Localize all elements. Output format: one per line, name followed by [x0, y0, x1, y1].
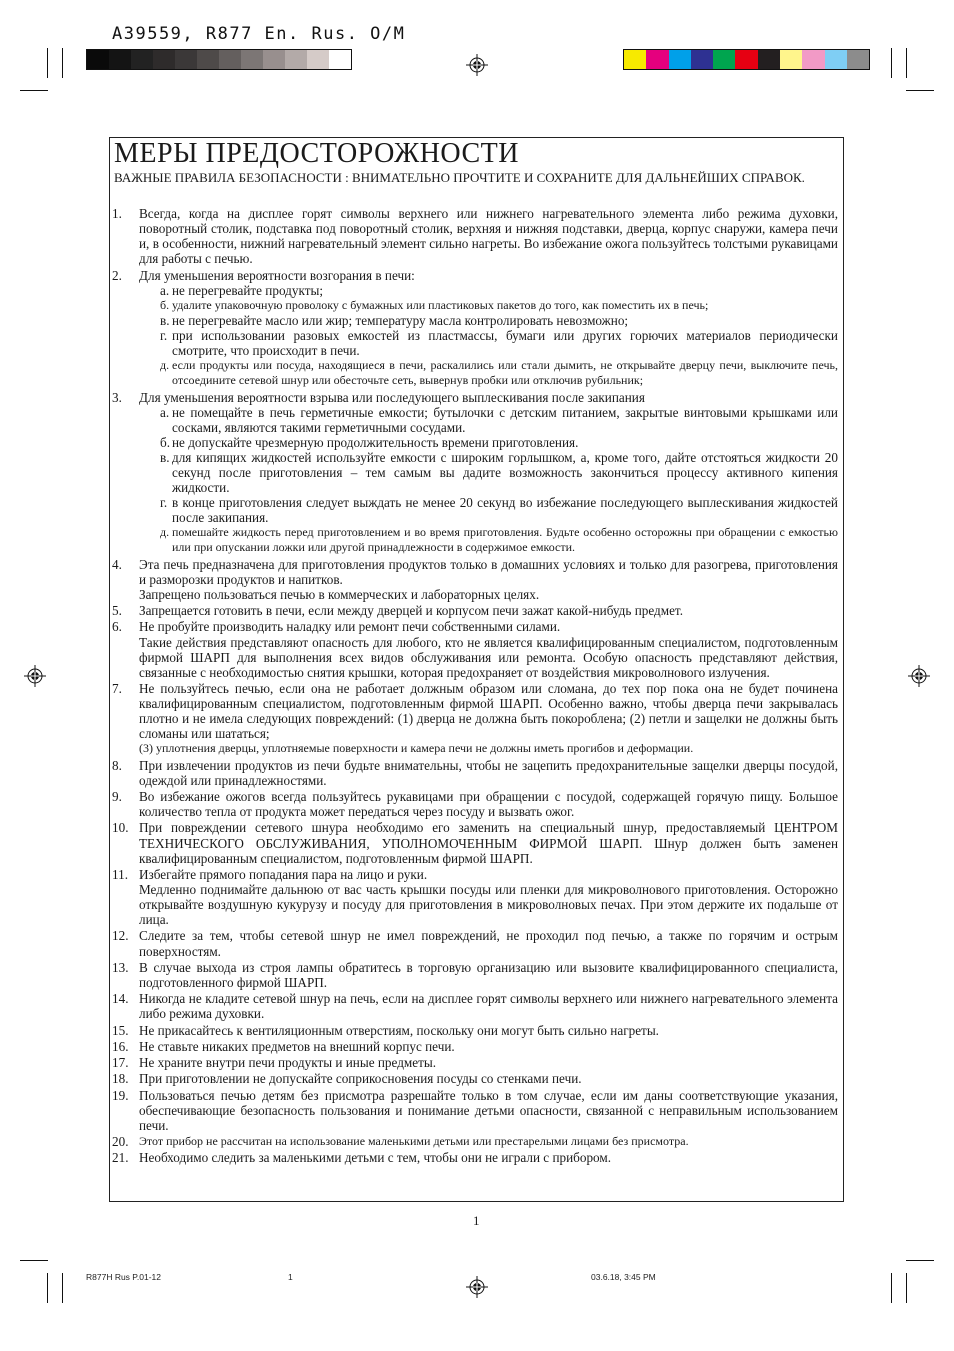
sub-item-text: помешайте жидкость перед приготовлением и во время приготовления. Будьте особенно осторожны при обращении с емкостью или при опускании ложки или другой принадлежности в содержимое емкости.	[172, 525, 838, 555]
job-title: A39559, R877 En. Rus. O/M	[112, 24, 406, 44]
sub-item-text: в конце приготовления следует выждать не менее 20 секунд во избежание последующего выплескивания жидкостей после закипания.	[172, 495, 838, 526]
color-swatch	[735, 50, 757, 69]
sub-item-letter: г.	[160, 327, 168, 343]
grayscale-calibration-bar	[86, 49, 352, 70]
sub-item	[139, 405, 838, 435]
item-body	[139, 1088, 838, 1133]
footer-file: R877H Rus P.01-12	[86, 1272, 161, 1282]
item-text: В случае выхода из строя лампы обратитесь в торговую организацию или вызовите квалифицированного специалиста, подготовленного фирмой ШАРП.	[139, 959, 838, 990]
color-swatch	[713, 50, 735, 69]
list-item	[112, 619, 838, 679]
color-swatch	[780, 50, 802, 69]
list-item	[112, 867, 838, 927]
sub-item-text: не помещайте в печь герметичные емкости; бутылочки с детским питанием, закрытые винтовыми крышками или сосками, являются такими герметичными сосудами.	[172, 404, 838, 435]
item-number: 18.	[112, 1071, 129, 1087]
gray-swatch	[109, 50, 131, 69]
item-body	[139, 928, 838, 958]
color-swatch	[646, 50, 668, 69]
color-swatch	[669, 50, 691, 69]
crop-mark	[47, 48, 48, 78]
page-number: 1	[473, 1213, 480, 1228]
gray-swatch	[131, 50, 153, 69]
item-number: 15.	[112, 1022, 129, 1038]
item-body	[139, 1023, 838, 1038]
item-text: Необходимо следить за маленькими детьми с тем, чтобы они не играли с прибором.	[139, 1150, 612, 1166]
gray-swatch	[285, 50, 307, 69]
item-number: 9.	[112, 789, 122, 805]
sub-item-letter: в.	[160, 449, 170, 465]
color-swatch	[847, 50, 869, 69]
item-text: Эта печь предназначена для приготовления продуктов только в домашних условиях и только для разогрева, приготовления и разморозки продуктов и напитков.	[139, 556, 838, 587]
footer-timestamp: 03.6.18, 3:45 PM	[591, 1272, 656, 1282]
item-number: 12.	[112, 928, 129, 944]
item-number: 10.	[112, 820, 129, 836]
registration-mark-icon	[24, 665, 46, 687]
footer-page: 1	[288, 1272, 293, 1282]
sub-item-letter: д.	[160, 358, 170, 373]
item-body	[139, 820, 838, 865]
sub-item-text: если продукты или посуда, находящиеся в печи, раскалились или стали дымить, не открывайте дверцу печи, выключите печь, отсоедините сетевой шнур или обесточьте сеть, вывернув пробки или отключив рубильник;	[172, 358, 838, 388]
sub-item	[139, 450, 838, 495]
item-body	[139, 681, 838, 756]
crop-mark	[906, 48, 907, 78]
item-text: Для уменьшения вероятности возгорания в печи:	[139, 267, 415, 283]
item-body	[139, 1055, 838, 1070]
item-number: 14.	[112, 991, 129, 1007]
sub-item-text: не перегревайте масло или жир; температуру масла контролировать невозможно;	[172, 312, 629, 328]
item-extra-text: Медленно поднимайте дальнюю от вас часть крышки посуды или пленки для микроволнового приготовления. Осторожно открывайте воздушную кукурузу и посуду для приготовления в микроволновых печах. При этом держите их подальше от лица.	[139, 882, 838, 928]
list-item	[112, 928, 838, 958]
crop-mark	[62, 48, 63, 78]
color-calibration-bar	[623, 49, 870, 70]
crop-mark	[47, 1273, 48, 1303]
item-number: 19.	[112, 1087, 129, 1103]
crop-mark	[906, 90, 934, 91]
item-text: Всегда, когда на дисплее горят символы верхнего или нижнего нагревательного элемента либо режима духовки, поворотный столик, подставка под поворотный столик, верхняя и нижняя подставки, дверца, корпус снаружи, камера печи и, в особенности, нижний нагревательный элемент сильно нагреты. Во избежание ожога пользуйтесь толстыми рукавицами для работы с печью.	[139, 206, 838, 267]
precautions-list	[112, 206, 838, 1167]
item-body	[139, 758, 838, 788]
gray-swatch	[329, 50, 351, 69]
sub-item-letter: б.	[160, 297, 170, 312]
list-item	[112, 820, 838, 865]
item-number: 20.	[112, 1134, 129, 1150]
list-item	[112, 960, 838, 990]
sub-item	[139, 298, 838, 313]
crop-mark	[906, 1273, 907, 1303]
list-item	[112, 268, 838, 389]
item-number: 16.	[112, 1038, 129, 1054]
item-text: При приготовлении не допускайте соприкосновения посуды со стенками печи.	[139, 1071, 582, 1087]
item-body	[139, 557, 838, 602]
sub-item	[139, 313, 838, 328]
sub-item-text: удалите упаковочную проволоку с бумажных или пластиковых пакетов до того, как поместить их в печь;	[172, 297, 709, 312]
item-text: При извлечении продуктов из печи будьте внимательны, чтобы не зацепить предохранительные защелки дверцы посудой, одеждой или принадлежностями.	[139, 757, 838, 788]
list-item	[112, 1039, 838, 1054]
list-item	[112, 390, 838, 556]
item-body	[139, 619, 838, 679]
gray-swatch	[175, 50, 197, 69]
item-number: 4.	[112, 556, 122, 572]
item-extra-text: (3) уплотнения дверцы, уплотняемые поверхности и камера печи не должны иметь прогибов и деформации.	[139, 741, 694, 756]
item-extra-text: Запрещено пользоваться печью в коммерческих и лабораторных целях.	[139, 586, 540, 602]
color-swatch	[624, 50, 646, 69]
list-item	[112, 991, 838, 1021]
list-item	[112, 681, 838, 756]
list-item	[112, 557, 838, 602]
crop-mark	[891, 48, 892, 78]
item-body	[139, 991, 838, 1021]
item-text: Пользоваться печью детям без присмотра разрешайте только в том случае, если им даны соответствующие указания, обеспечивающие безопасность пользования и понимание детьми опасности, связанной с неправильным использованием печи.	[139, 1087, 838, 1133]
item-text: Никогда не кладите сетевой шнур на печь, если на дисплее горят символы верхнего или нижнего нагревательного элемента либо режима духовки.	[139, 991, 838, 1022]
color-swatch	[825, 50, 847, 69]
sub-item-text: для кипящих жидкостей используйте емкости с широким горлышком, а, кроме того, дайте отстояться жидкости 20 секунд после приготовления – тем самым вы дадите возможность закончиться процессу активного кипения жидкости.	[172, 449, 838, 496]
subtitle: ВАЖНЫЕ ПРАВИЛА БЕЗОПАСНОСТИ : ВНИМАТЕЛЬНО ПРОЧТИТЕ И СОХРАНИТЕ ДЛЯ ДАЛЬНЕЙШИХ СПРАВОК.	[114, 170, 805, 185]
item-number: 13.	[112, 959, 129, 975]
list-item	[112, 603, 838, 618]
crop-mark	[20, 90, 48, 91]
gray-swatch	[197, 50, 219, 69]
item-body	[139, 867, 838, 927]
sub-item-letter: a.	[160, 282, 170, 298]
item-text: Не пользуйтесь печью, если она не работает должным образом или сломана, до тех пор пока она не будет починена квалифицированным специалистом, подготовленным фирмой ШАРП. Особенно важно, чтобы дверца печи закрывалась плотно и не имела следующих повреждений: (1) дверца не должна быть покороблена; (2) петли и защелки не должны быть сломаны или шататься;	[139, 681, 838, 742]
item-body	[139, 1134, 838, 1149]
item-body	[139, 789, 838, 819]
item-text: Избегайте прямого попадания пара на лицо и руки.	[139, 866, 428, 882]
registration-mark-icon	[908, 665, 930, 687]
item-body	[139, 390, 838, 556]
item-number: 6.	[112, 619, 122, 635]
list-item	[112, 1088, 838, 1133]
gray-swatch	[263, 50, 285, 69]
gray-swatch	[307, 50, 329, 69]
item-number: 11.	[112, 866, 128, 882]
registration-mark-icon	[466, 54, 488, 76]
item-body	[139, 206, 838, 266]
item-body	[139, 268, 838, 389]
registration-mark-icon	[466, 1276, 488, 1298]
item-text: Во избежание ожогов всегда пользуйтесь рукавицами при обращении с посудой, содержащей горячую пищу. Большое количество тепла от продукта может передаться через посуду и вызвать ожог.	[139, 789, 838, 820]
gray-swatch	[87, 50, 109, 69]
sub-item	[139, 435, 838, 450]
list-item	[112, 789, 838, 819]
item-body	[139, 603, 838, 618]
item-text: Следите за тем, чтобы сетевой шнур не имел повреждений, не проходил под печью, а также по горячим и острым поверхностям.	[139, 928, 838, 959]
sub-item	[139, 495, 838, 525]
list-item	[112, 1134, 838, 1149]
sub-item-text: не допускайте чрезмерную продолжительность времени приготовления.	[172, 434, 579, 450]
list-item	[112, 1150, 838, 1165]
color-swatch	[758, 50, 780, 69]
item-number: 5.	[112, 603, 122, 619]
sub-item-letter: в.	[160, 312, 170, 328]
crop-mark	[20, 1260, 48, 1261]
sub-item-text: не перегревайте продукты;	[172, 282, 323, 298]
sub-item	[139, 358, 838, 388]
color-swatch	[802, 50, 824, 69]
item-text: Для уменьшения вероятности взрыва или последующего выплескивания после закипания	[139, 389, 645, 405]
item-number: 1.	[112, 206, 122, 221]
crop-mark	[62, 1273, 63, 1303]
item-text: Не пробуйте производить наладку или ремонт печи собственными силами.	[139, 619, 561, 635]
sub-item-letter: a.	[160, 404, 170, 420]
item-text: Этот прибор не рассчитан на использование маленькими детьми или престарелыми лицами без присмотра.	[139, 1134, 689, 1149]
sub-item-letter: г.	[160, 495, 168, 511]
color-swatch	[691, 50, 713, 69]
item-body	[139, 1071, 838, 1086]
item-text: Запрещается готовить в печи, если между дверцей и корпусом печи зажат какой-нибудь предмет.	[139, 603, 684, 619]
list-item	[112, 1023, 838, 1038]
gray-swatch	[219, 50, 241, 69]
gray-swatch	[153, 50, 175, 69]
page-title: МЕРЫ ПРЕДОСТОРОЖНОСТИ	[114, 138, 519, 169]
item-body	[139, 1039, 838, 1054]
sub-item	[139, 283, 838, 298]
item-body	[139, 960, 838, 990]
item-text: Не ставьте никаких предметов на внешний корпус печи.	[139, 1038, 455, 1054]
item-number: 21.	[112, 1150, 129, 1166]
sub-item-text: при использовании разовых емкостей из пластмассы, бумаги или других горючих материалов периодически смотрите, что происходит в печи.	[172, 327, 838, 359]
item-text: Не прикасайтесь к вентиляционным отверстиям, поскольку они могут быть сильно нагреты.	[139, 1022, 659, 1038]
item-body	[139, 1150, 838, 1165]
item-number: 2.	[112, 267, 122, 283]
list-item	[112, 206, 838, 266]
item-number: 7.	[112, 681, 122, 697]
sub-item	[139, 525, 838, 555]
list-item	[112, 1071, 838, 1086]
item-text: При повреждении сетевого шнура необходимо его заменить на специальный шнур, предоставляемый ЦЕНТРОМ ТЕХНИЧЕСКОГО ОБСЛУЖИВАНИЯ, УПОЛНОМОЧЕННЫМ ФИРМОЙ ШАРП. Шнур должен быть заменен квалифицированным специалистом, подготовленным фирмой ШАРП.	[139, 820, 838, 866]
sub-item-letter: д.	[160, 525, 170, 540]
crop-mark	[906, 1260, 934, 1261]
item-extra-text: Такие действия представляют опасность для любого, кто не является квалифицированным специалистом, подготовленным фирмой ШАРП для выполнения всех видов обслуживания или ремонта. Особую опасность представляют действия, связанные с необходимостью снятия крышки, которая предохраняет от воздействия микроволнового излучения.	[139, 634, 838, 680]
list-item	[112, 758, 838, 788]
item-text: Не храните внутри печи продукты и иные предметы.	[139, 1055, 437, 1071]
list-item	[112, 1055, 838, 1070]
item-number: 3.	[112, 389, 122, 405]
item-number: 17.	[112, 1055, 129, 1071]
sub-item-letter: б.	[160, 434, 171, 450]
crop-mark	[891, 1273, 892, 1303]
sub-item	[139, 328, 838, 358]
gray-swatch	[241, 50, 263, 69]
item-number: 8.	[112, 757, 122, 773]
